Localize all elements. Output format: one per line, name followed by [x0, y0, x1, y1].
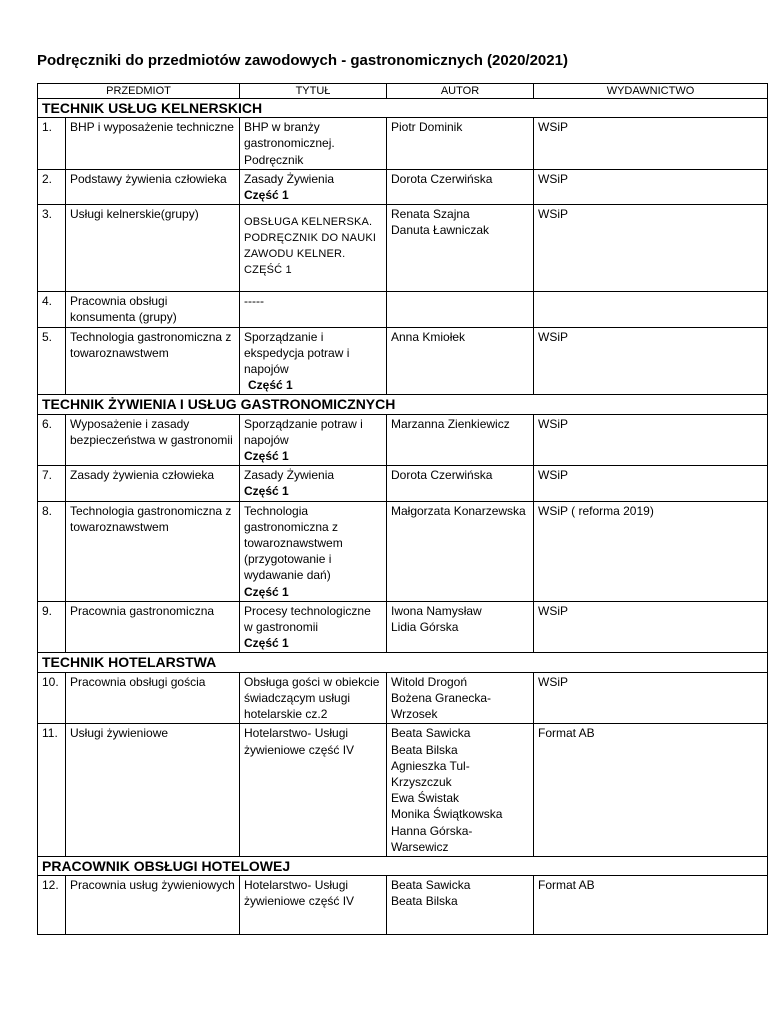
- section-header-row: [38, 653, 768, 672]
- row-number: 11.: [38, 724, 66, 857]
- section-header-row: [38, 856, 768, 875]
- title-cell: [240, 601, 387, 653]
- title-cell: [240, 414, 387, 466]
- column-header-title: TYTUŁ: [240, 84, 387, 99]
- section-title: TECHNIK HOTELARSTWA: [38, 653, 768, 672]
- book-part: Część 1: [244, 484, 289, 499]
- book-part: Część 1: [244, 188, 289, 203]
- author-name: Witold Drogoń: [391, 674, 468, 689]
- author-name: Beata Sawicka: [391, 726, 471, 741]
- author-name: Bożena Granecka-Wrzosek: [391, 690, 492, 722]
- subject-cell: Zasady żywienia człowieka: [66, 466, 240, 501]
- subject-cell: Pracownia usług żywieniowych: [66, 876, 240, 935]
- table-row: [38, 724, 768, 857]
- author-name: Anna Kmiołek: [391, 329, 466, 344]
- book-title: Zasady Żywienia: [244, 468, 335, 483]
- table-row: [38, 876, 768, 935]
- author-cell: [387, 205, 534, 292]
- subject-cell: Pracownia obsługi gościa: [66, 672, 240, 724]
- table-row: [38, 466, 768, 501]
- table-row: [38, 672, 768, 724]
- subject-cell: Technologia gastronomiczna z towaroznawstwem: [66, 327, 240, 395]
- publisher-cell: WSiP: [534, 205, 768, 292]
- table-row: [38, 414, 768, 466]
- subject-cell: Usługi żywieniowe: [66, 724, 240, 857]
- author-name: Agnieszka Tul-Krzyszczuk: [391, 758, 470, 789]
- author-cell: [387, 601, 534, 653]
- author-cell: [387, 292, 534, 327]
- book-title: Sporządzanie potraw i napojów: [244, 416, 363, 447]
- row-number: 10.: [38, 672, 66, 724]
- row-number: 1.: [38, 118, 66, 170]
- author-name: Małgorzata Konarzewska: [391, 503, 526, 518]
- author-cell: [387, 414, 534, 466]
- publisher-cell: WSiP: [534, 169, 768, 204]
- book-title: Procesy technologiczne w gastronomii: [244, 603, 371, 635]
- author-cell: [387, 672, 534, 724]
- row-number: 4.: [38, 292, 66, 327]
- title-cell: -----: [240, 292, 387, 327]
- title-cell: [240, 672, 387, 724]
- book-part: Część 1: [244, 584, 289, 599]
- author-name: Ewa Świstak: [391, 791, 460, 806]
- row-number: 12.: [38, 876, 66, 935]
- publisher-cell: [534, 292, 768, 327]
- author-name: Beata Bilska: [391, 894, 458, 909]
- column-header-author: AUTOR: [387, 84, 534, 99]
- textbook-table: [37, 83, 768, 935]
- section-header-row: [38, 99, 768, 118]
- column-header-subject: PRZEDMIOT: [38, 84, 240, 99]
- book-part: Część 1: [244, 636, 289, 651]
- book-title: OBSŁUGA KELNERSKA. PODRĘCZNIK DO NAUKI ZAWODU KELNER. CZĘŚĆ 1: [244, 216, 377, 277]
- book-title: Technologia gastronomiczna z towaroznawstwem (przygotowanie i wydawanie dań): [244, 503, 343, 583]
- book-title: Hotelarstwo- Usługi żywieniowe część IV: [244, 878, 355, 909]
- publisher-cell: Format AB: [534, 876, 768, 935]
- document-title: Podręczniki do przedmiotów zawodowych - gastronomicznych (2020/2021): [37, 52, 568, 69]
- subject-cell: Pracownia gastronomiczna: [66, 601, 240, 653]
- table-row: [38, 501, 768, 601]
- book-title: BHP w branży gastronomicznej. Podręcznik: [244, 120, 335, 167]
- table-header-row: [38, 84, 768, 99]
- publisher-cell: WSiP: [534, 327, 768, 395]
- row-number: 5.: [38, 327, 66, 395]
- publisher-cell: WSiP ( reforma 2019): [534, 501, 768, 601]
- author-cell: [387, 724, 534, 857]
- author-name: Dorota Czerwińska: [391, 171, 493, 186]
- table-row: [38, 601, 768, 653]
- subject-cell: Podstawy żywienia człowieka: [66, 169, 240, 204]
- author-name: Marzanna Zienkiewicz: [391, 416, 510, 431]
- row-number: 6.: [38, 414, 66, 466]
- book-title: Zasady Żywienia: [244, 171, 335, 186]
- subject-cell: Pracownia obsługi konsumenta (grupy): [66, 292, 240, 327]
- title-cell: [240, 876, 387, 935]
- author-name: Dorota Czerwińska: [391, 468, 493, 483]
- book-part: Część 1: [248, 378, 293, 393]
- author-name: Piotr Dominik: [391, 120, 463, 135]
- subject-cell: Wyposażenie i zasady bezpieczeństwa w gastronomii: [66, 414, 240, 466]
- table-row: [38, 169, 768, 204]
- section-header-row: [38, 395, 768, 414]
- section-title: TECHNIK ŻYWIENIA I USŁUG GASTRONOMICZNYCH: [38, 395, 768, 414]
- author-cell: [387, 327, 534, 395]
- subject-cell: Technologia gastronomiczna z towaroznawstwem: [66, 501, 240, 601]
- title-cell: [240, 327, 387, 395]
- book-title: Hotelarstwo- Usługi żywieniowe część IV: [244, 726, 355, 757]
- table-row: [38, 205, 768, 292]
- title-cell: [240, 501, 387, 601]
- table-row: [38, 327, 768, 395]
- title-cell: [240, 205, 387, 292]
- row-number: 7.: [38, 466, 66, 501]
- author-cell: [387, 876, 534, 935]
- author-name: Renata Szajna: [391, 207, 470, 222]
- publisher-cell: WSiP: [534, 601, 768, 653]
- title-cell: [240, 118, 387, 170]
- row-number: 9.: [38, 601, 66, 653]
- author-name: Iwona Namysław: [391, 603, 482, 618]
- title-cell: [240, 466, 387, 501]
- publisher-cell: WSiP: [534, 118, 768, 170]
- author-name: Lidia Górska: [391, 620, 459, 635]
- author-name: Beata Bilska: [391, 742, 458, 757]
- book-title: Obsługa gości w obiekcie świadczącym usługi hotelarskie cz.2: [244, 674, 380, 722]
- publisher-cell: WSiP: [534, 466, 768, 501]
- author-name: Beata Sawicka: [391, 878, 471, 893]
- publisher-cell: WSiP: [534, 414, 768, 466]
- publisher-cell: WSiP: [534, 672, 768, 724]
- author-cell: [387, 118, 534, 170]
- row-number: 3.: [38, 205, 66, 292]
- author-cell: [387, 169, 534, 204]
- column-header-publisher: WYDAWNICTWO: [534, 84, 768, 99]
- table-row: [38, 118, 768, 170]
- subject-cell: BHP i wyposażenie techniczne: [66, 118, 240, 170]
- title-cell: [240, 169, 387, 204]
- row-number: 8.: [38, 501, 66, 601]
- title-cell: [240, 724, 387, 857]
- book-part: Część 1: [244, 449, 289, 464]
- subject-cell: Usługi kelnerskie(grupy): [66, 205, 240, 292]
- book-title: Sporządzanie i ekspedycja potraw i napojów: [244, 329, 350, 377]
- row-number: 2.: [38, 169, 66, 204]
- section-title: PRACOWNIK OBSŁUGI HOTELOWEJ: [38, 856, 768, 875]
- author-cell: [387, 466, 534, 501]
- section-title: TECHNIK USŁUG KELNERSKICH: [38, 99, 768, 118]
- author-cell: [387, 501, 534, 601]
- author-name: Hanna Górska-Warsewicz: [391, 823, 473, 854]
- author-name: Danuta Ławniczak: [391, 223, 490, 238]
- publisher-cell: Format AB: [534, 724, 768, 857]
- author-name: Monika Świątkowska: [391, 807, 503, 822]
- table-row: [38, 292, 768, 327]
